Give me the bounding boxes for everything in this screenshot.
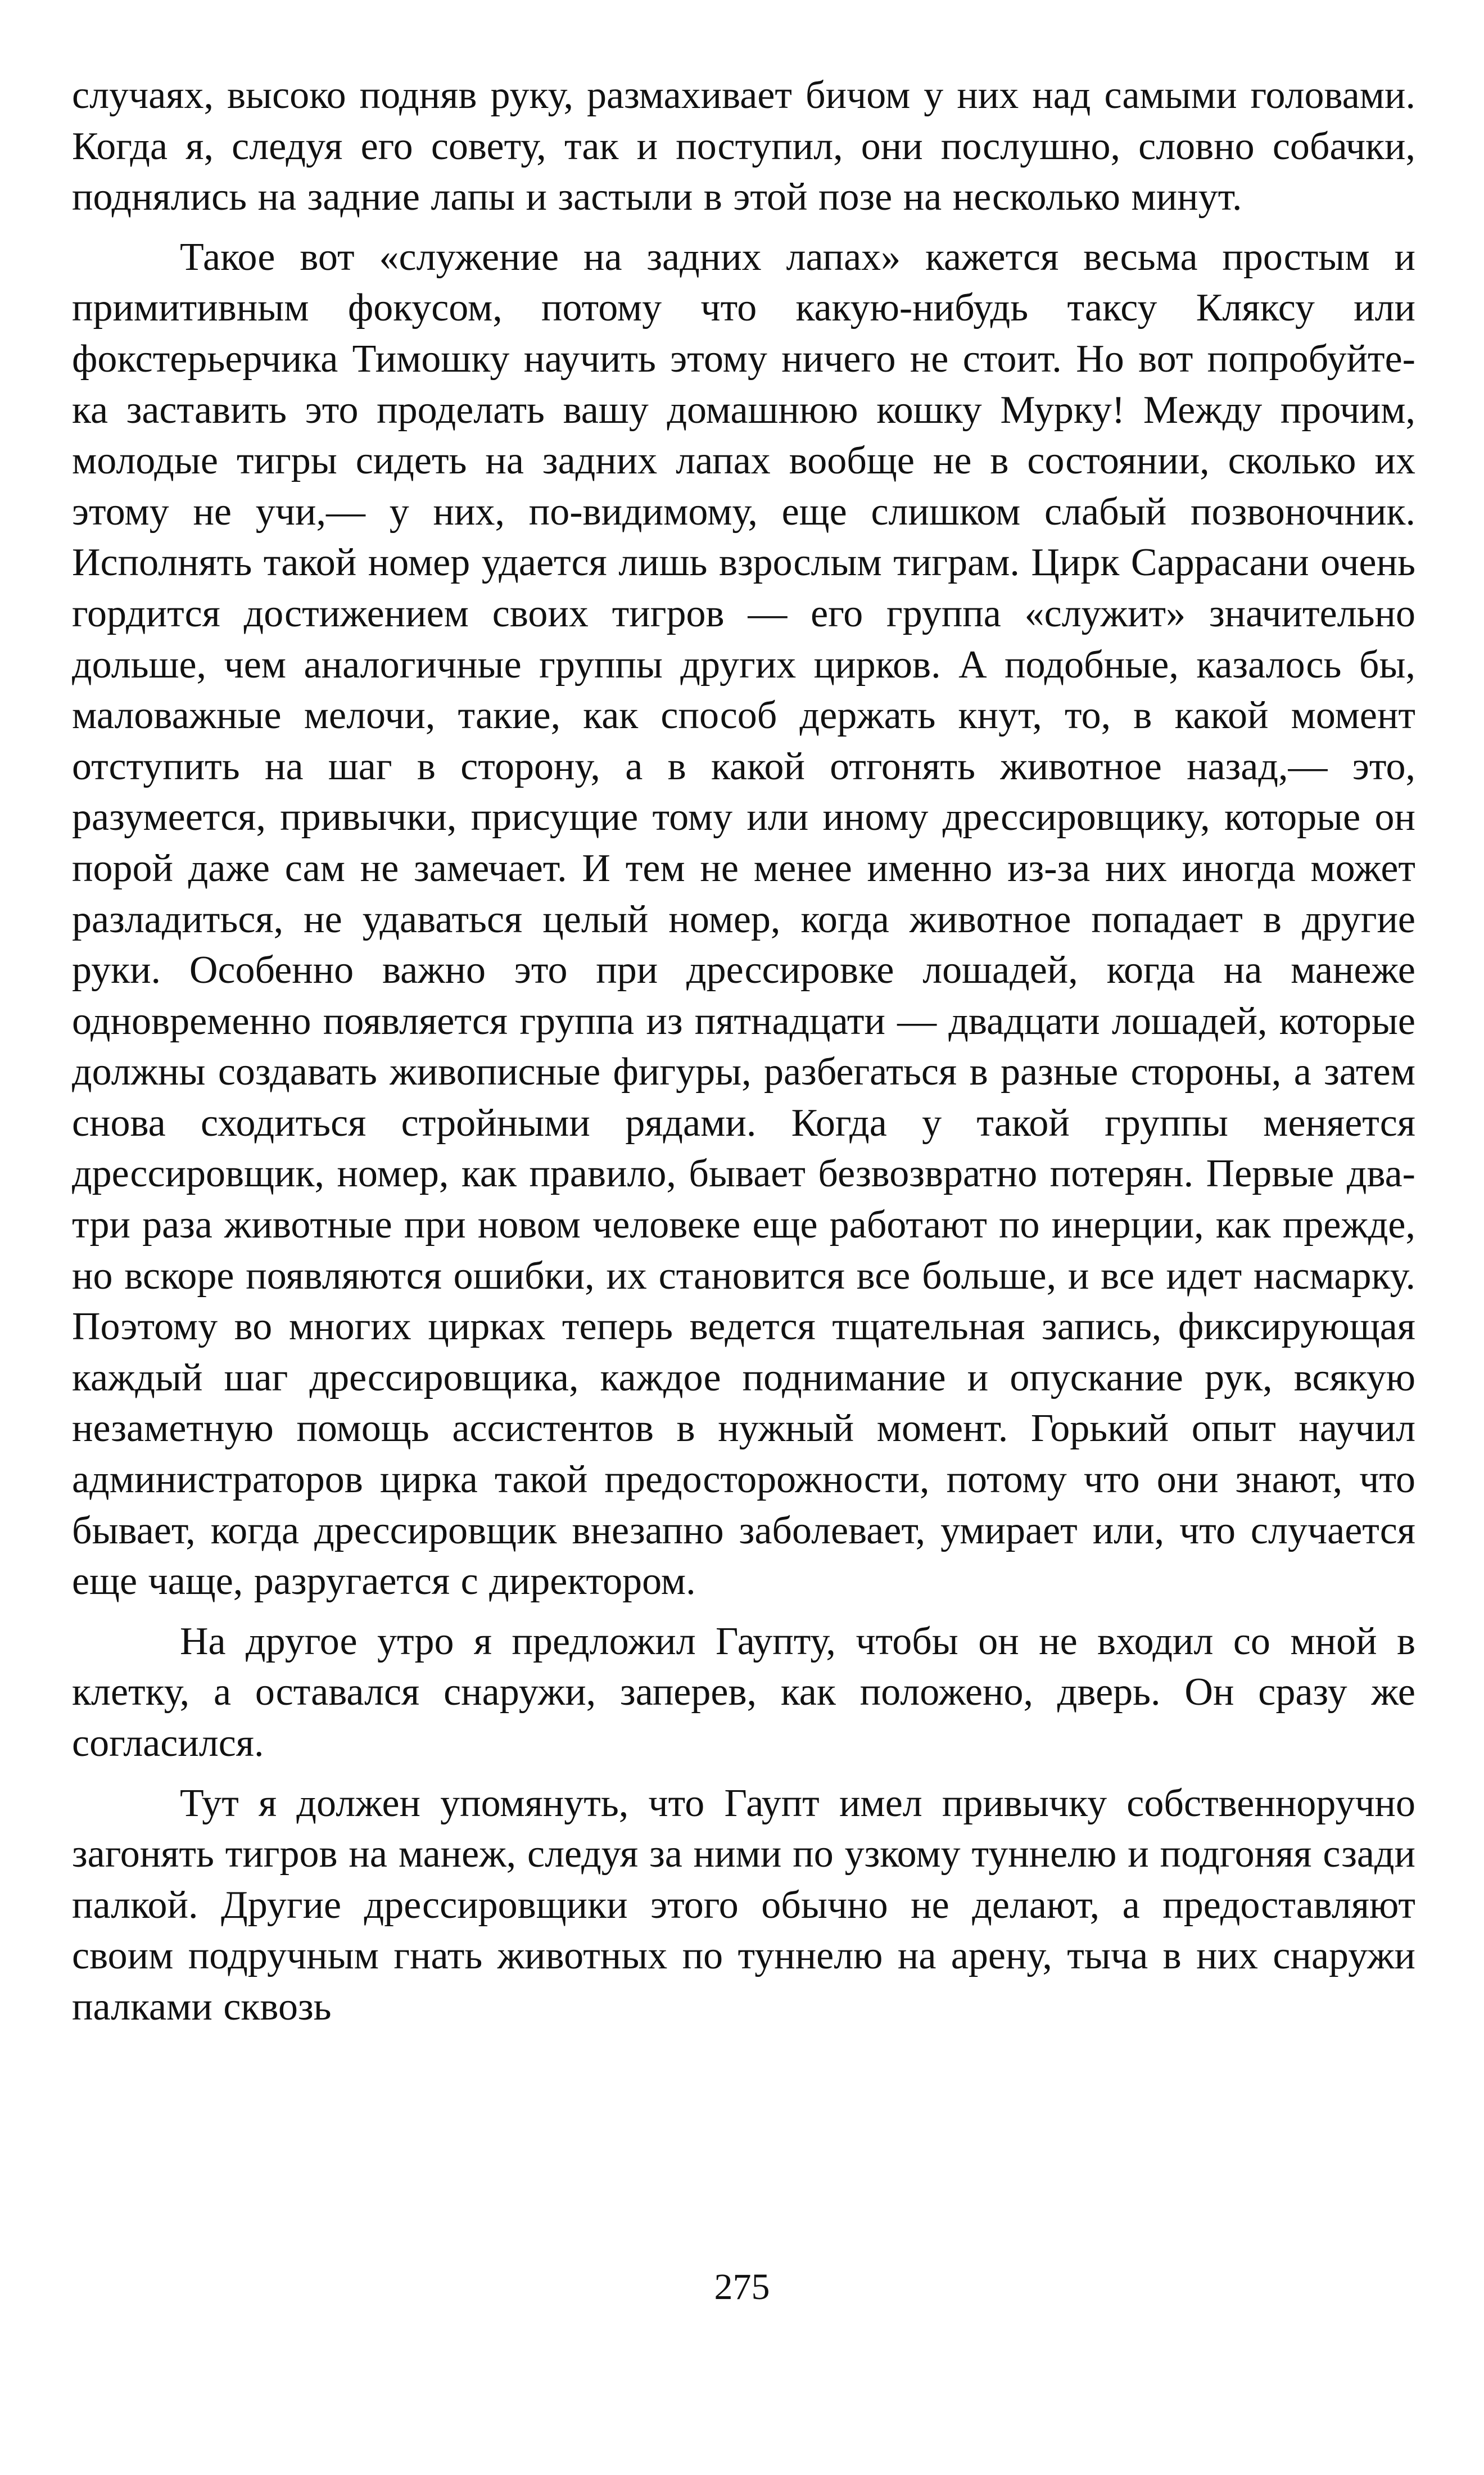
- paragraph-hauptt-habit: Тут я должен упомянуть, что Гаупт имел привычку собственноручно загонять тигров на манеж, следуя за ними по узкому туннелю и подгоняя сзади палкой. Другие дрессировщики этого обычно не делают, а предоставляют своим подручным гнать животных по туннелю на арену, тыча в них снаружи палками сквозь: [72, 1781, 1415, 2029]
- book-page: [72, 70, 1415, 2432]
- paragraph-next-morning: На другое утро я предложил Гаупту, чтобы он не входил со мной в клетку, а оставался снаружи, заперев, как положено, дверь. Он сразу же согласился.: [72, 1619, 1415, 1765]
- paragraph-tiger-serving: Такое вот «служение на задних лапах» кажется весьма простым и примитивным фокусом, потому что какую-нибудь таксу Кляксу или фокстерьерчика Тимошку научить этому ничего не стоит. Но вот попробуйте-ка заставить это проделать вашу домашнюю кошку Мурку! Между прочим, молодые тигры сидеть на задних лапах вообще не в состоянии, сколько их этому не учи,— у них, по-видимому, еще слишком слабый позвоночник. Исполнять такой номер удается лишь взрослым тиграм. Цирк Саррасани очень гордится достижением своих тигров — его группа «служит» значительно дольше, чем аналогичные группы других цирков. А подобные, казалось бы, маловажные мелочи, такие, как способ держать кнут, то, в какой момент отступить на шаг в сторону, а в какой отгонять животное назад,— это, разумеется, привычки, присущие тому или иному дрессировщику, которые он порой даже сам не замечает. И тем не менее именно из-за них иногда может разладиться, не удаваться целый номер, когда животное попадает в другие руки. Особенно важно это при дрессировке лошадей, когда на манеже одновременно появляется группа из пятнадцати — двадцати лошадей, которые должны создавать живописные фигуры, разбегаться в разные стороны, а затем снова сходиться стройными рядами. Когда у такой группы меняется дрессировщик, номер, как правило, бывает безвозвратно потерян. Первые два-три раза животные при новом человеке еще работают по инерции, как прежде, но вскоре появляются ошибки, их становится все больше, и все идет насмарку. Поэтому во многих цирках теперь ведется тщательная запись, фиксирующая каждый шаг дрессировщика, каждое поднимание и опускание рук, всякую незаметную помощь ассистентов в нужный момент. Горький опыт научил администраторов цирка такой предосторожности, потому что они знают, что бывает, когда дрессировщик внезапно заболевает, умирает или, что случается еще чаще, разругается с директором.: [72, 235, 1415, 1604]
- paragraph-continuation: случаях, высоко подняв руку, размахивает бичом у них над самыми головами. Когда я, следуя его совету, так и поступил, они послушно, словно собачки, поднялись на задние лапы и застыли в этой позе на несколько минут.: [72, 74, 1415, 219]
- page-number: 275: [714, 2266, 770, 2307]
